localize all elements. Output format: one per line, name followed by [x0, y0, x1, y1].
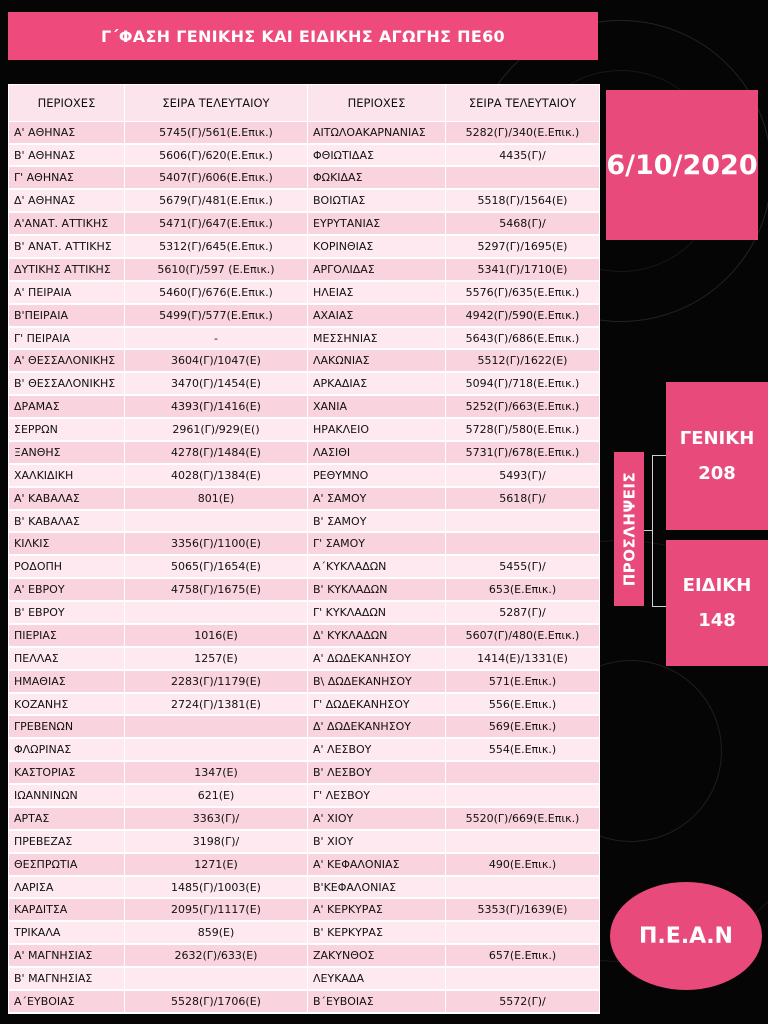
table-row — [9, 122, 600, 144]
area-name: ΚΑΣΤΟΡΙΑΣ — [9, 761, 125, 784]
last-rank-value: 5745(Γ)/561(Ε.Επικ.) — [125, 122, 308, 144]
area-name: Α' ΔΩΔΕΚΑΝΗΣΟΥ — [308, 647, 446, 670]
column-header-last-rank: ΣΕΙΡΑ ΤΕΛΕΥΤΑΙΟΥ — [125, 85, 308, 122]
area-name: ΚΟΡΙΝΘΙΑΣ — [308, 235, 446, 258]
area-name: ΑΡΤΑΣ — [9, 807, 125, 830]
area-name: ΦΛΩΡΙΝΑΣ — [9, 738, 125, 761]
area-name: Α' ΑΘΗΝΑΣ — [9, 122, 125, 144]
area-name: ΜΕΣΣΗΝΙΑΣ — [308, 327, 446, 350]
last-rank-value: 4435(Γ)/ — [446, 144, 600, 167]
area-name: Β' ΚΥΚΛΑΔΩΝ — [308, 578, 446, 601]
area-name: Β'ΠΕΙΡΑΙΑ — [9, 304, 125, 327]
last-rank-value: 1016(Ε) — [125, 624, 308, 647]
last-rank-value: 801(Ε) — [125, 487, 308, 510]
last-rank-value — [446, 876, 600, 899]
table-row — [9, 670, 600, 693]
table-row — [9, 555, 600, 578]
area-name: ΗΡΑΚΛΕΙΟ — [308, 418, 446, 441]
last-rank-value: 4393(Γ)/1416(Ε) — [125, 395, 308, 418]
date-badge: 6/10/2020 — [606, 90, 758, 240]
area-name: ΞΑΝΘΗΣ — [9, 441, 125, 464]
column-header-area: ΠΕΡΙΟΧΕΣ — [308, 85, 446, 122]
general-hires-card — [666, 382, 768, 530]
area-name: ΡΟΔΟΠΗ — [9, 555, 125, 578]
area-name: Β' ΚΕΡΚΥΡΑΣ — [308, 921, 446, 944]
table-row — [9, 281, 600, 304]
table-row — [9, 807, 600, 830]
column-header-last-rank: ΣΕΙΡΑ ΤΕΛΕΥΤΑΙΟΥ — [446, 85, 600, 122]
table-row — [9, 784, 600, 807]
last-rank-value: 2961(Γ)/929(Ε() — [125, 418, 308, 441]
last-rank-value: 653(Ε.Επικ.) — [446, 578, 600, 601]
area-name: Β' ΑΘΗΝΑΣ — [9, 144, 125, 167]
last-rank-value: 5252(Γ)/663(Ε.Επικ.) — [446, 395, 600, 418]
area-name: Α΄ΕΥΒΟΙΑΣ — [9, 990, 125, 1013]
last-rank-value: 5297(Γ)/1695(Ε) — [446, 235, 600, 258]
area-name: Γ' ΠΕΙΡΑΙΑ — [9, 327, 125, 350]
table-row — [9, 487, 600, 510]
last-rank-value: 3363(Γ)/ — [125, 807, 308, 830]
last-rank-value — [446, 761, 600, 784]
area-name: ΖΑΚΥΝΘΟΣ — [308, 944, 446, 967]
last-rank-value: 2095(Γ)/1117(Ε) — [125, 898, 308, 921]
table-row — [9, 349, 600, 372]
area-name: ΑΡΓΟΛΙΔΑΣ — [308, 258, 446, 281]
last-rank-value: 5512(Γ)/1622(Ε) — [446, 349, 600, 372]
last-rank-value: 3470(Γ)/1454(Ε) — [125, 372, 308, 395]
area-name: Α' ΚΑΒΑΛΑΣ — [9, 487, 125, 510]
table-row — [9, 738, 600, 761]
table-row — [9, 166, 600, 189]
table-row — [9, 876, 600, 899]
table-row — [9, 418, 600, 441]
last-rank-value: 5728(Γ)/580(Ε.Επικ.) — [446, 418, 600, 441]
area-name: ΚΟΖΑΝΗΣ — [9, 693, 125, 716]
last-rank-value: 1414(Ε)/1331(Ε) — [446, 647, 600, 670]
area-name: ΤΡΙΚΑΛΑ — [9, 921, 125, 944]
last-rank-value: 5679(Γ)/481(Ε.Επικ.) — [125, 189, 308, 212]
area-name: ΛΑΡΙΣΑ — [9, 876, 125, 899]
area-name: Β\ ΔΩΔΕΚΑΝΗΣΟΥ — [308, 670, 446, 693]
area-name: ΒΟΙΩΤΙΑΣ — [308, 189, 446, 212]
last-rank-value: 556(Ε.Επικ.) — [446, 693, 600, 716]
area-name: Α' ΚΕΡΚΥΡΑΣ — [308, 898, 446, 921]
last-rank-value — [446, 830, 600, 853]
hires-label-text: ΠΡΟΣΛΗΨΕΙΣ — [620, 471, 638, 587]
table-header-row — [9, 85, 600, 122]
results-table — [8, 84, 600, 1014]
area-name: ΣΕΡΡΩΝ — [9, 418, 125, 441]
last-rank-value: 1257(Ε) — [125, 647, 308, 670]
area-name: Β' ΑΝΑΤ. ΑΤΤΙΚΗΣ — [9, 235, 125, 258]
last-rank-value: 5471(Γ)/647(Ε.Επικ.) — [125, 212, 308, 235]
area-name: ΗΛΕΙΑΣ — [308, 281, 446, 304]
last-rank-value: 5520(Γ)/669(Ε.Επικ.) — [446, 807, 600, 830]
area-name: ΠΙΕΡΙΑΣ — [9, 624, 125, 647]
last-rank-value — [446, 921, 600, 944]
area-name: ΦΩΚΙΔΑΣ — [308, 166, 446, 189]
last-rank-value: 4942(Γ)/590(Ε.Επικ.) — [446, 304, 600, 327]
special-label: ΕΙΔΙΚΗ — [682, 575, 752, 596]
last-rank-value: - — [125, 327, 308, 350]
table-row — [9, 235, 600, 258]
table-row — [9, 258, 600, 281]
general-count: 208 — [698, 463, 736, 484]
area-name: Α' ΛΕΣΒΟΥ — [308, 738, 446, 761]
area-name: Β' ΚΑΒΑΛΑΣ — [9, 510, 125, 533]
table-row — [9, 647, 600, 670]
table-row — [9, 578, 600, 601]
table-row — [9, 304, 600, 327]
area-name: ΑΡΚΑΔΙΑΣ — [308, 372, 446, 395]
area-name: ΙΩΑΝΝΙΝΩΝ — [9, 784, 125, 807]
table-row — [9, 601, 600, 624]
area-name: ΑΧΑΙΑΣ — [308, 304, 446, 327]
results-table-container — [8, 84, 599, 1014]
table-row — [9, 853, 600, 876]
last-rank-value — [125, 738, 308, 761]
area-name: Β΄ΕΥΒΟΙΑΣ — [308, 990, 446, 1013]
area-name: ΡΕΘΥΜΝΟ — [308, 464, 446, 487]
last-rank-value: 5643(Γ)/686(Ε.Επικ.) — [446, 327, 600, 350]
area-name: ΕΥΡΥΤΑΝΙΑΣ — [308, 212, 446, 235]
table-row — [9, 532, 600, 555]
table-row — [9, 715, 600, 738]
last-rank-value: 490(Ε.Επικ.) — [446, 853, 600, 876]
last-rank-value: 5282(Γ)/340(Ε.Επικ.) — [446, 122, 600, 144]
area-name: Γ' ΔΩΔΕΚΑΝΗΣΟΥ — [308, 693, 446, 716]
table-row — [9, 967, 600, 990]
area-name: ΔΥΤΙΚΗΣ ΑΤΤΙΚΗΣ — [9, 258, 125, 281]
last-rank-value: 4758(Γ)/1675(Ε) — [125, 578, 308, 601]
area-name: ΠΡΕΒΕΖΑΣ — [9, 830, 125, 853]
area-name: Β' ΛΕΣΒΟΥ — [308, 761, 446, 784]
last-rank-value — [446, 532, 600, 555]
last-rank-value: 5065(Γ)/1654(Ε) — [125, 555, 308, 578]
area-name: ΛΑΣΙΘΙ — [308, 441, 446, 464]
last-rank-value: 554(Ε.Επικ.) — [446, 738, 600, 761]
last-rank-value: 5094(Γ)/718(Ε.Επικ.) — [446, 372, 600, 395]
area-name: Α' ΕΒΡΟΥ — [9, 578, 125, 601]
area-name: ΛΑΚΩΝΙΑΣ — [308, 349, 446, 372]
table-row — [9, 944, 600, 967]
table-row — [9, 441, 600, 464]
last-rank-value: 3604(Γ)/1047(Ε) — [125, 349, 308, 372]
last-rank-value — [446, 967, 600, 990]
last-rank-value: 4278(Γ)/1484(Ε) — [125, 441, 308, 464]
area-name: Α' ΚΕΦΑΛΟΝΙΑΣ — [308, 853, 446, 876]
hires-label — [614, 452, 644, 606]
last-rank-value: 5731(Γ)/678(Ε.Επικ.) — [446, 441, 600, 464]
last-rank-value: 5341(Γ)/1710(Ε) — [446, 258, 600, 281]
table-row — [9, 144, 600, 167]
last-rank-value: 657(Ε.Επικ.) — [446, 944, 600, 967]
area-name: ΚΑΡΔΙΤΣΑ — [9, 898, 125, 921]
last-rank-value: 1347(Ε) — [125, 761, 308, 784]
area-name: Α' ΣΑΜΟΥ — [308, 487, 446, 510]
last-rank-value: 569(Ε.Επικ.) — [446, 715, 600, 738]
area-name: Α΄ΚΥΚΛΑΔΩΝ — [308, 555, 446, 578]
area-name: ΓΡΕΒΕΝΩΝ — [9, 715, 125, 738]
special-count: 148 — [698, 610, 736, 631]
table-row — [9, 921, 600, 944]
last-rank-value: 5618(Γ)/ — [446, 487, 600, 510]
last-rank-value: 5353(Γ)/1639(Ε) — [446, 898, 600, 921]
last-rank-value: 5407(Γ)/606(Ε.Επικ.) — [125, 166, 308, 189]
area-name: Α' ΘΕΣΣΑΛΟΝΙΚΗΣ — [9, 349, 125, 372]
table-row — [9, 761, 600, 784]
area-name: Β'ΚΕΦΑΛΟΝΙΑΣ — [308, 876, 446, 899]
area-name: Β' ΕΒΡΟΥ — [9, 601, 125, 624]
area-name: Β' ΧΙΟΥ — [308, 830, 446, 853]
area-name: ΧΑΛΚΙΔΙΚΗ — [9, 464, 125, 487]
last-rank-value: 2632(Γ)/633(Ε) — [125, 944, 308, 967]
last-rank-value: 5455(Γ)/ — [446, 555, 600, 578]
last-rank-value: 5528(Γ)/1706(Ε) — [125, 990, 308, 1013]
area-name: ΧΑΝΙΑ — [308, 395, 446, 418]
last-rank-value: 5499(Γ)/577(Ε.Επικ.) — [125, 304, 308, 327]
last-rank-value: 621(Ε) — [125, 784, 308, 807]
last-rank-value — [446, 784, 600, 807]
last-rank-value: 1485(Γ)/1003(Ε) — [125, 876, 308, 899]
last-rank-value: 5460(Γ)/676(Ε.Επικ.) — [125, 281, 308, 304]
last-rank-value — [446, 166, 600, 189]
area-name: ΛΕΥΚΑΔΑ — [308, 967, 446, 990]
area-name: Β' ΘΕΣΣΑΛΟΝΙΚΗΣ — [9, 372, 125, 395]
table-row — [9, 830, 600, 853]
area-name: ΑΙΤΩΛΟΑΚΑΡΝΑΝΙΑΣ — [308, 122, 446, 144]
area-name: Γ' ΚΥΚΛΑΔΩΝ — [308, 601, 446, 624]
bracket-tick — [644, 530, 653, 531]
last-rank-value — [125, 601, 308, 624]
table-body — [9, 122, 600, 1014]
last-rank-value: 5576(Γ)/635(Ε.Επικ.) — [446, 281, 600, 304]
area-name: ΦΘΙΩΤΙΔΑΣ — [308, 144, 446, 167]
area-name: ΘΕΣΠΡΩΤΙΑ — [9, 853, 125, 876]
last-rank-value: 1271(Ε) — [125, 853, 308, 876]
last-rank-value: 2724(Γ)/1381(Ε) — [125, 693, 308, 716]
area-name: ΠΕΛΛΑΣ — [9, 647, 125, 670]
table-row — [9, 395, 600, 418]
last-rank-value: 571(Ε.Επικ.) — [446, 670, 600, 693]
area-name: Α'ΑΝΑΤ. ΑΤΤΙΚΗΣ — [9, 212, 125, 235]
last-rank-value: 5606(Γ)/620(Ε.Επικ.) — [125, 144, 308, 167]
table-row — [9, 189, 600, 212]
area-name: ΔΡΑΜΑΣ — [9, 395, 125, 418]
table-row — [9, 212, 600, 235]
general-label: ΓΕΝΙΚΗ — [679, 428, 755, 449]
table-row — [9, 693, 600, 716]
last-rank-value: 3356(Γ)/1100(Ε) — [125, 532, 308, 555]
area-name: Δ' ΔΩΔΕΚΑΝΗΣΟΥ — [308, 715, 446, 738]
table-row — [9, 327, 600, 350]
page-title: Γ΄ΦΑΣΗ ΓΕΝΙΚΗΣ ΚΑΙ ΕΙΔΙΚΗΣ ΑΓΩΓΗΣ ΠΕ60 — [8, 12, 598, 60]
last-rank-value: 5518(Γ)/1564(Ε) — [446, 189, 600, 212]
area-name: Α' ΜΑΓΝΗΣΙΑΣ — [9, 944, 125, 967]
last-rank-value: 5312(Γ)/645(Ε.Επικ.) — [125, 235, 308, 258]
area-name: Δ' ΑΘΗΝΑΣ — [9, 189, 125, 212]
area-name: Γ' ΑΘΗΝΑΣ — [9, 166, 125, 189]
area-name: Γ' ΛΕΣΒΟΥ — [308, 784, 446, 807]
area-name: Α' ΧΙΟΥ — [308, 807, 446, 830]
bracket-connector — [652, 455, 666, 607]
table-row — [9, 624, 600, 647]
table-row — [9, 898, 600, 921]
table-row — [9, 372, 600, 395]
column-header-area: ΠΕΡΙΟΧΕΣ — [9, 85, 125, 122]
table-row — [9, 990, 600, 1013]
last-rank-value: 5607(Γ)/480(Ε.Επικ.) — [446, 624, 600, 647]
area-name: Α' ΠΕΙΡΑΙΑ — [9, 281, 125, 304]
last-rank-value: 5468(Γ)/ — [446, 212, 600, 235]
area-name: ΚΙΛΚΙΣ — [9, 532, 125, 555]
last-rank-value — [446, 510, 600, 533]
organization-logo: Π.Ε.Α.Ν — [610, 882, 762, 990]
special-hires-card — [666, 540, 768, 666]
last-rank-value: 4028(Γ)/1384(Ε) — [125, 464, 308, 487]
last-rank-value: 2283(Γ)/1179(Ε) — [125, 670, 308, 693]
area-name: ΗΜΑΘΙΑΣ — [9, 670, 125, 693]
table-row — [9, 464, 600, 487]
last-rank-value: 3198(Γ)/ — [125, 830, 308, 853]
last-rank-value: 5493(Γ)/ — [446, 464, 600, 487]
last-rank-value: 5572(Γ)/ — [446, 990, 600, 1013]
area-name: Δ' ΚΥΚΛΑΔΩΝ — [308, 624, 446, 647]
last-rank-value — [125, 715, 308, 738]
area-name: Β' ΜΑΓΝΗΣΙΑΣ — [9, 967, 125, 990]
area-name: Β' ΣΑΜΟΥ — [308, 510, 446, 533]
last-rank-value: 5610(Γ)/597 (Ε.Επικ.) — [125, 258, 308, 281]
table-row — [9, 510, 600, 533]
area-name: Γ' ΣΑΜΟΥ — [308, 532, 446, 555]
last-rank-value: 5287(Γ)/ — [446, 601, 600, 624]
last-rank-value — [125, 967, 308, 990]
last-rank-value: 859(Ε) — [125, 921, 308, 944]
last-rank-value — [125, 510, 308, 533]
